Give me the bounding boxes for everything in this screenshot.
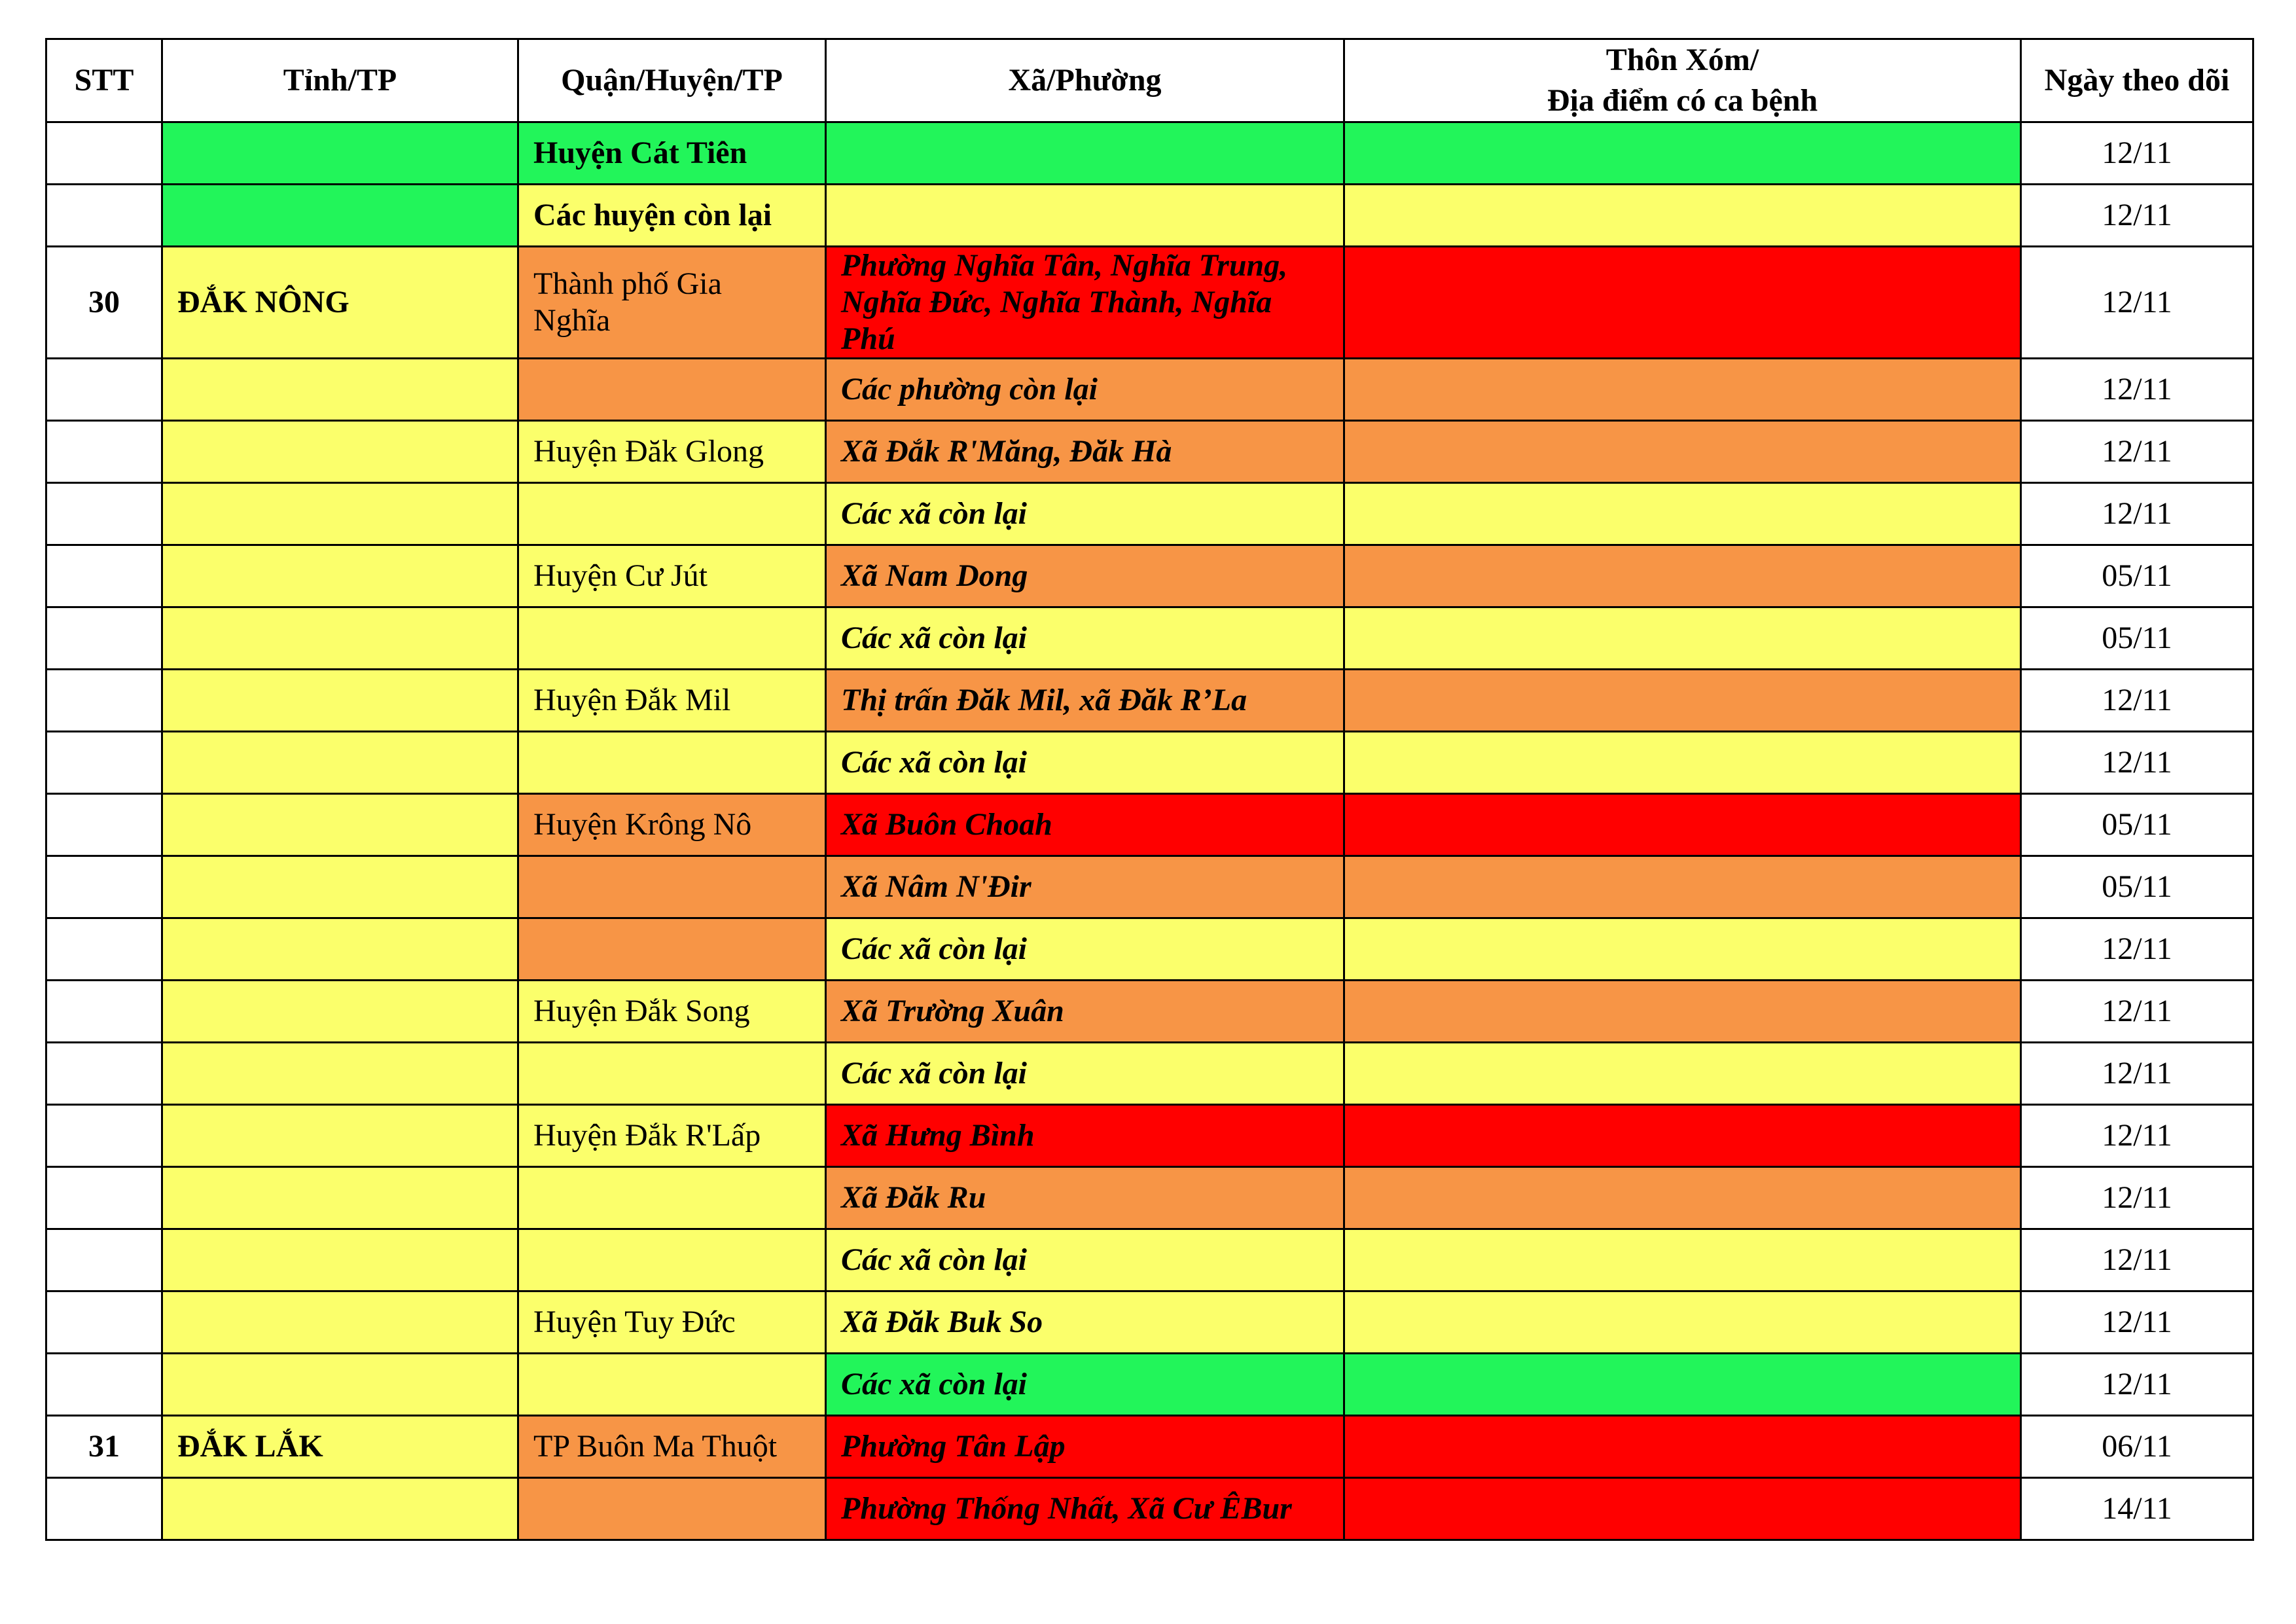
district-cell	[518, 1043, 826, 1105]
stt-cell	[46, 483, 162, 545]
header-hamlet-line1: Thôn Xóm/	[1605, 43, 1759, 77]
province-cell	[162, 1354, 518, 1416]
stt-cell	[46, 1043, 162, 1105]
date-cell: 05/11	[2021, 607, 2253, 670]
hamlet-cell	[1344, 670, 2021, 732]
header-hamlet-line2: Địa điểm có ca bệnh	[1547, 83, 1818, 118]
province-cell	[162, 1105, 518, 1167]
table-row	[46, 607, 2253, 670]
ward-line: Phường Nghĩa Tân, Nghĩa Trung,	[841, 248, 1288, 283]
district-cell	[518, 247, 826, 359]
stt-cell: 30	[46, 247, 162, 359]
district-cell	[518, 483, 826, 545]
header-stt: STT	[46, 39, 162, 122]
hamlet-cell	[1344, 1167, 2021, 1229]
province-cell	[162, 856, 518, 918]
ward-line: Nghĩa Đức, Nghĩa Thành, Nghĩa	[841, 285, 1272, 319]
header-province: Tỉnh/TP	[162, 39, 518, 122]
date-cell: 12/11	[2021, 732, 2253, 794]
stt-cell	[46, 545, 162, 607]
hamlet-cell	[1344, 981, 2021, 1043]
ward-line: Phú	[841, 321, 895, 356]
header-hamlet	[1344, 39, 2021, 122]
date-cell: 12/11	[2021, 1105, 2253, 1167]
hamlet-cell	[1344, 794, 2021, 856]
ward-cell: Xã Buôn Choah	[826, 794, 1344, 856]
district-cell	[518, 607, 826, 670]
stt-cell	[46, 1354, 162, 1416]
date-cell: 12/11	[2021, 1043, 2253, 1105]
ward-cell: Xã Đăk Ru	[826, 1167, 1344, 1229]
ward-cell	[826, 122, 1344, 185]
province-cell	[162, 1167, 518, 1229]
district-cell: Huyện Tuy Đức	[518, 1291, 826, 1354]
stt-cell	[46, 856, 162, 918]
province-cell	[162, 732, 518, 794]
district-cell: Huyện Cư Jút	[518, 545, 826, 607]
province-cell	[162, 670, 518, 732]
date-cell: 12/11	[2021, 185, 2253, 247]
date-cell: 12/11	[2021, 1354, 2253, 1416]
stt-cell	[46, 185, 162, 247]
hamlet-cell	[1344, 359, 2021, 421]
province-cell	[162, 607, 518, 670]
table-row	[46, 918, 2253, 981]
table-row	[46, 732, 2253, 794]
date-cell: 12/11	[2021, 483, 2253, 545]
district-cell: Huyện Đắk Song	[518, 981, 826, 1043]
ward-cell: Thị trấn Đăk Mil, xã Đăk R’La	[826, 670, 1344, 732]
date-cell: 12/11	[2021, 1229, 2253, 1291]
stt-cell	[46, 1229, 162, 1291]
table-row	[46, 1478, 2253, 1540]
hamlet-cell	[1344, 1291, 2021, 1354]
province-cell	[162, 1043, 518, 1105]
province-cell	[162, 981, 518, 1043]
province-cell	[162, 185, 518, 247]
stt-cell	[46, 794, 162, 856]
header-district: Quận/Huyện/TP	[518, 39, 826, 122]
ward-cell	[826, 185, 1344, 247]
date-cell: 12/11	[2021, 918, 2253, 981]
hamlet-cell	[1344, 1229, 2021, 1291]
province-cell	[162, 359, 518, 421]
ward-cell: Phường Tân Lập	[826, 1416, 1344, 1478]
date-cell: 12/11	[2021, 1291, 2253, 1354]
table-row	[46, 247, 2253, 359]
table-row	[46, 1291, 2253, 1354]
header-ward: Xã/Phường	[826, 39, 1344, 122]
stt-cell	[46, 1291, 162, 1354]
stt-cell	[46, 421, 162, 483]
hamlet-cell	[1344, 122, 2021, 185]
stt-cell	[46, 981, 162, 1043]
hamlet-cell	[1344, 607, 2021, 670]
ward-cell: Các xã còn lại	[826, 1229, 1344, 1291]
ward-cell: Xã Đắk R'Măng, Đăk Hà	[826, 421, 1344, 483]
date-cell: 05/11	[2021, 545, 2253, 607]
hamlet-cell	[1344, 545, 2021, 607]
district-cell: Huyện Krông Nô	[518, 794, 826, 856]
ward-cell: Các xã còn lại	[826, 732, 1344, 794]
hamlet-cell	[1344, 483, 2021, 545]
district-cell	[518, 1478, 826, 1540]
district-cell: Huyện Đắk Mil	[518, 670, 826, 732]
ward-cell: Xã Nam Dong	[826, 545, 1344, 607]
date-cell: 12/11	[2021, 122, 2253, 185]
hamlet-cell	[1344, 1478, 2021, 1540]
ward-cell: Các xã còn lại	[826, 607, 1344, 670]
stt-cell	[46, 1105, 162, 1167]
district-cell	[518, 1229, 826, 1291]
district-line: Nghĩa	[533, 303, 611, 338]
risk-level-table	[45, 38, 2254, 1541]
date-cell: 12/11	[2021, 1167, 2253, 1229]
date-cell: 14/11	[2021, 1478, 2253, 1540]
province-cell: ĐẮK NÔNG	[162, 247, 518, 359]
hamlet-cell	[1344, 185, 2021, 247]
hamlet-cell	[1344, 732, 2021, 794]
table-row	[46, 483, 2253, 545]
stt-cell	[46, 359, 162, 421]
province-cell	[162, 1478, 518, 1540]
district-cell: TP Buôn Ma Thuột	[518, 1416, 826, 1478]
province-cell	[162, 545, 518, 607]
province-cell	[162, 918, 518, 981]
date-cell: 06/11	[2021, 1416, 2253, 1478]
hamlet-cell	[1344, 1105, 2021, 1167]
province-cell	[162, 421, 518, 483]
ward-cell: Các xã còn lại	[826, 483, 1344, 545]
stt-cell	[46, 122, 162, 185]
ward-cell: Các phường còn lại	[826, 359, 1344, 421]
table-row	[46, 122, 2253, 185]
date-cell: 12/11	[2021, 247, 2253, 359]
ward-cell: Phường Thống Nhất, Xã Cư ÊBur	[826, 1478, 1344, 1540]
table-header-row	[46, 39, 2253, 122]
stt-cell	[46, 1478, 162, 1540]
table-row	[46, 981, 2253, 1043]
stt-cell	[46, 607, 162, 670]
date-cell: 12/11	[2021, 421, 2253, 483]
district-line: Thành phố Gia	[533, 266, 722, 301]
table-row	[46, 794, 2253, 856]
hamlet-cell	[1344, 247, 2021, 359]
table-row	[46, 1229, 2253, 1291]
province-cell	[162, 1291, 518, 1354]
ward-cell: Các xã còn lại	[826, 918, 1344, 981]
table-row	[46, 1105, 2253, 1167]
district-cell: Huyện Cát Tiên	[518, 122, 826, 185]
district-cell	[518, 732, 826, 794]
table-row	[46, 185, 2253, 247]
hamlet-cell	[1344, 421, 2021, 483]
ward-cell: Các xã còn lại	[826, 1043, 1344, 1105]
date-cell: 12/11	[2021, 981, 2253, 1043]
district-cell	[518, 359, 826, 421]
hamlet-cell	[1344, 1354, 2021, 1416]
table-row	[46, 856, 2253, 918]
date-cell: 05/11	[2021, 794, 2253, 856]
table-row	[46, 1167, 2253, 1229]
hamlet-cell	[1344, 918, 2021, 981]
table-row	[46, 545, 2253, 607]
district-cell: Huyện Đăk Glong	[518, 421, 826, 483]
stt-cell	[46, 670, 162, 732]
header-date: Ngày theo dõi	[2021, 39, 2253, 122]
ward-cell: Xã Hưng Bình	[826, 1105, 1344, 1167]
district-cell	[518, 856, 826, 918]
district-cell: Các huyện còn lại	[518, 185, 826, 247]
table-row	[46, 359, 2253, 421]
hamlet-cell	[1344, 856, 2021, 918]
stt-cell: 31	[46, 1416, 162, 1478]
district-cell	[518, 1167, 826, 1229]
hamlet-cell	[1344, 1416, 2021, 1478]
table-row	[46, 670, 2253, 732]
ward-cell: Xã Trường Xuân	[826, 981, 1344, 1043]
ward-cell: Xã Đăk Buk So	[826, 1291, 1344, 1354]
table-row	[46, 1043, 2253, 1105]
stt-cell	[46, 1167, 162, 1229]
province-cell: ĐẮK LẮK	[162, 1416, 518, 1478]
stt-cell	[46, 732, 162, 794]
province-cell	[162, 122, 518, 185]
district-cell	[518, 918, 826, 981]
district-cell: Huyện Đắk R'Lấp	[518, 1105, 826, 1167]
table-row	[46, 1416, 2253, 1478]
hamlet-cell	[1344, 1043, 2021, 1105]
ward-cell: Xã Nâm N'Đir	[826, 856, 1344, 918]
ward-cell: Các xã còn lại	[826, 1354, 1344, 1416]
table-row	[46, 421, 2253, 483]
date-cell: 05/11	[2021, 856, 2253, 918]
province-cell	[162, 794, 518, 856]
table-row	[46, 1354, 2253, 1416]
ward-cell	[826, 247, 1344, 359]
stt-cell	[46, 918, 162, 981]
province-cell	[162, 483, 518, 545]
date-cell: 12/11	[2021, 670, 2253, 732]
district-cell	[518, 1354, 826, 1416]
date-cell: 12/11	[2021, 359, 2253, 421]
province-cell	[162, 1229, 518, 1291]
